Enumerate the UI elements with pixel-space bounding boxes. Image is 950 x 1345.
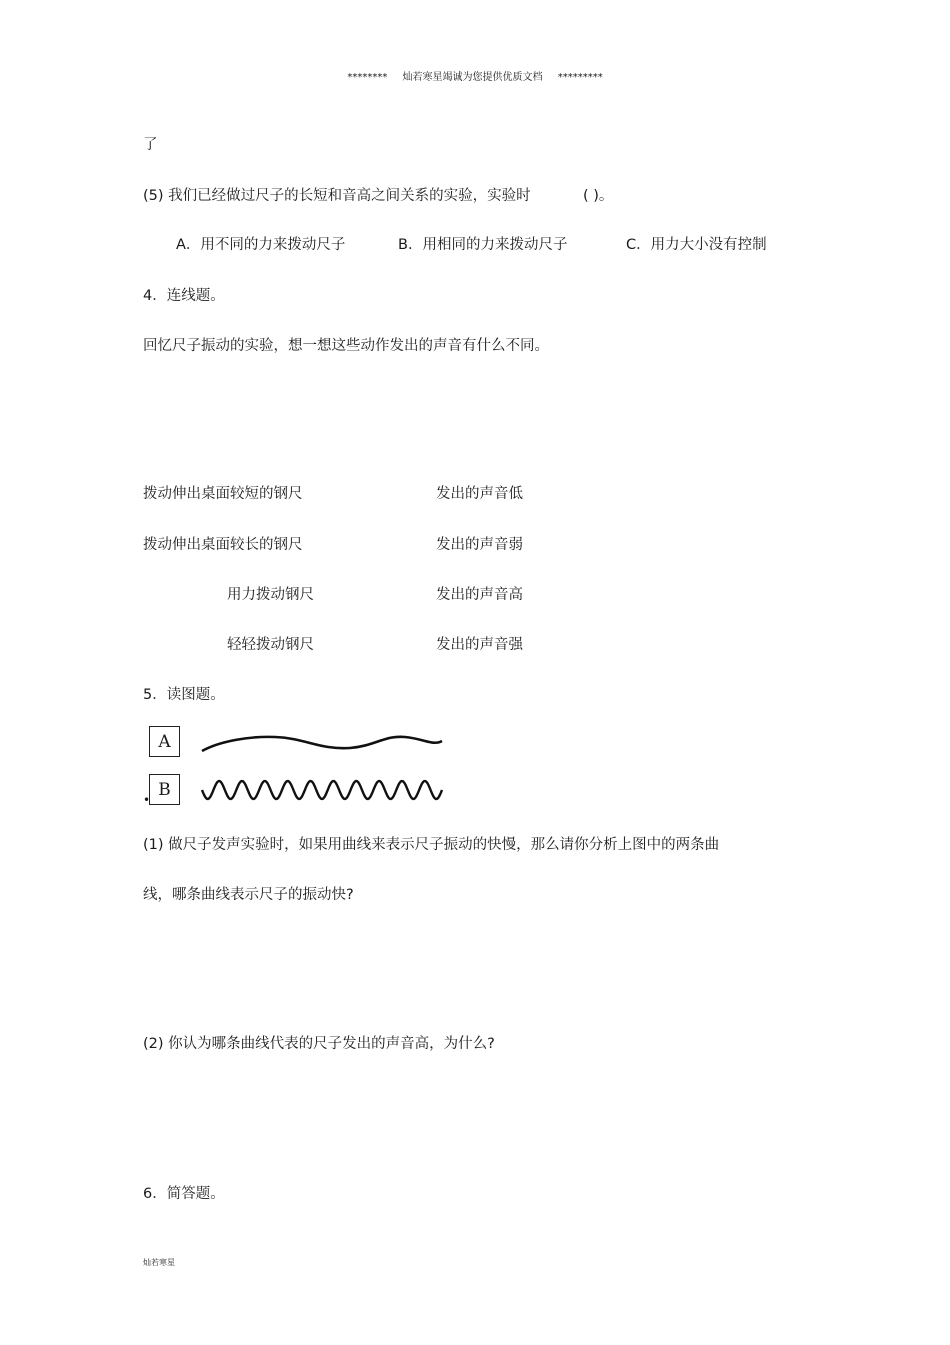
q4-intro: 回忆尺子振动的实验，想一想这些动作发出的声音有什么不同。	[143, 338, 549, 354]
q3-5-option-a: A．用不同的力来拨动尺子	[176, 237, 346, 253]
page-header	[0, 68, 950, 83]
q4-title: 4．连线题。	[143, 288, 225, 304]
q4-left-item: 拨动伸出桌面较短的钢尺	[143, 486, 303, 502]
q4-right-item: 发出的声音弱	[436, 537, 523, 553]
q3-5-prompt: (5) 我们已经做过尺子的长短和音高之间关系的实验，实验时	[143, 188, 531, 204]
curve-b-label: B	[149, 774, 180, 805]
q4-left-item: 拨动伸出桌面较长的钢尺	[143, 537, 303, 553]
header-title: 灿若寒星竭诚为您提供优质文档	[402, 72, 543, 83]
page-footer: 灿若寒星	[143, 1258, 175, 1267]
q5-title: 5．读图题。	[143, 687, 225, 703]
header-stars-left: ********	[347, 72, 388, 83]
q3-5-option-c: C．用力大小没有控制	[626, 237, 767, 253]
q5-sub2: (2) 你认为哪条曲线代表的尺子发出的声音高，为什么?	[143, 1036, 495, 1052]
q3-5-answer-blank: ( )。	[583, 188, 614, 204]
q5-sub1-line1: (1) 做尺子发声实验时，如果用曲线来表示尺子振动的快慢，那么请你分析上图中的两条曲	[143, 837, 720, 853]
curve-b-wave	[200, 776, 445, 804]
q4-left-item: 轻轻拨动钢尺	[227, 637, 314, 653]
q6-title: 6．简答题。	[143, 1186, 225, 1202]
q4-right-item: 发出的声音强	[436, 637, 523, 653]
continuation-text: 了	[143, 137, 158, 153]
q4-right-item: 发出的声音低	[436, 486, 523, 502]
header-stars-right: *********	[557, 72, 603, 83]
bullet-dot: •	[143, 793, 151, 807]
curve-a-wave	[200, 728, 445, 758]
curve-b-path	[202, 781, 442, 799]
q4-right-item: 发出的声音高	[436, 587, 523, 603]
q5-sub1-line2: 线，哪条曲线表示尺子的振动快?	[143, 887, 354, 903]
q4-left-item: 用力拨动钢尺	[227, 587, 314, 603]
q3-5-option-b: B．用相同的力来拨动尺子	[398, 237, 568, 253]
curve-a-label: A	[149, 726, 180, 757]
